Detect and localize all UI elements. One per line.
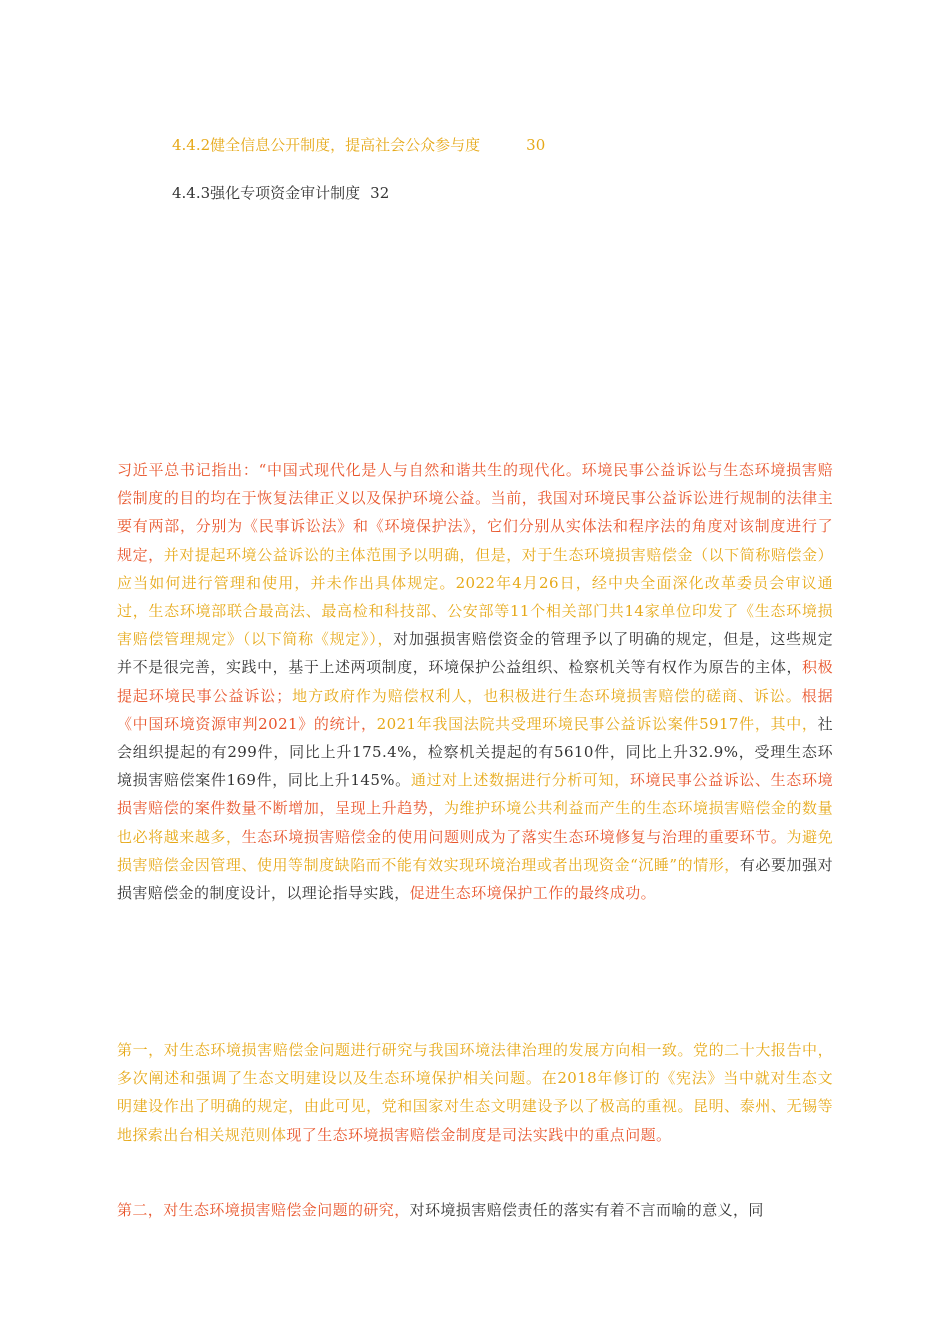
text-segment: 环境民事公益诉讼、生态环境损害赔偿的案件数量不断增加，呈现上升趋势， xyxy=(117,771,833,818)
toc-entry-page: 32 xyxy=(370,184,390,202)
text-segment: 地方政府作为赔偿权利人，也积极进行生态环境损害赔偿的磋商、诉讼。 xyxy=(291,686,802,705)
text-segment: 积极提起环境民事公益诉讼； xyxy=(117,658,833,705)
text-segment: 并对提起环境公益诉讼的主体范围予以明确，但是，对于生态环境损害赔偿金（以下简称赔偿金）应当如何进行管理和使用，并未作出具体规定。 xyxy=(117,545,833,592)
paragraph-first-point xyxy=(117,1036,833,1149)
text-segment: 第一，对生态环境损害赔偿金问题进行研究与我国环境法律治理的发展方向相一致。党的二十大报告中，多次阐述和强调了生态文明建设以及生态环境保护相关问题。在2018年修订的《宪法》当中就对生态文明建设作出了明确的规定，由此可见，党和国家对生态文明建设予以了极高的重视。昆明、泰州、无锡等地探索出台相关规范则体 xyxy=(117,1041,833,1144)
toc-entry-4-4-2 xyxy=(172,134,545,155)
toc-entry-title: 4.4.3强化专项资金审计制度 xyxy=(172,184,361,202)
text-segment: 促进生态环境保护工作的最终成功。 xyxy=(409,884,657,903)
text-segment: 习近平总书记指出：“中国式现代化是人与自然和谐共生的现代化。环境民事公益诉讼与生态环境损害赔偿制度的目的均在于恢复法律正义以及保护环境公益。当前，我国对环境民事公益诉讼进行规制的法律主要有两部，分别为《民事诉讼法》和《环境保护法》，它们分别从实体法和程序法的角度对该制度进行了规定， xyxy=(117,461,833,564)
paragraph-intro xyxy=(117,456,833,907)
text-segment: 2021年我国法院共受理环境民事公益诉讼案件5917件，其中， xyxy=(376,714,818,733)
text-segment: 根据《中国环境资源审判2021》的统计， xyxy=(117,686,833,733)
text-segment: 对加强损害赔偿资金的管理予以了明确的规定，但是，这些规定并不是很完善，实践中，基于上述两项制度，环境保护公益组织、检察机关等有权作为原告的主体， xyxy=(117,630,833,677)
text-segment: 社会组织提起的有299件，同比上升175.4%，检察机关提起的有5610件，同比上升32.9%，受理生态环境损害赔偿案件169件，同比上升145%。 xyxy=(117,714,833,790)
text-segment: 为维护环境公共利益而产生的生态环境损害赔偿金的数量也必将越来越多， xyxy=(117,799,833,846)
text-segment: 对环境损害赔偿责任的落实有着不言而喻的意义，同 xyxy=(409,1201,764,1219)
paragraph-second-point xyxy=(117,1196,833,1228)
toc-entry-title: 4.4.2健全信息公开制度，提高社会公众参与度 xyxy=(172,136,481,154)
text-segment: 现了生态环境损害赔偿金制度是司法实践中的重点问题。 xyxy=(286,1125,672,1144)
toc-entry-page: 30 xyxy=(526,136,546,154)
toc-entry-4-4-3 xyxy=(172,182,389,203)
text-segment: 通过对上述数据进行分析可知， xyxy=(410,771,630,790)
text-segment: 生态环境损害赔偿金的使用问题则成为了落实生态环境修复与治理的重要环节。 xyxy=(241,827,787,846)
text-segment: 有必要加强对损害赔偿金的制度设计，以理论指导实践， xyxy=(117,855,833,903)
text-segment: 为避免损害赔偿金因管理、使用等制度缺陷而不能有效实现环境治理或者出现资金“沉睡”的情形， xyxy=(117,827,834,874)
text-segment: 第二，对生态环境损害赔偿金问题的研究， xyxy=(117,1201,410,1219)
text-segment: 2022年4月26日，经中央全面深化改革委员会审议通过，生态环境部联合最高法、最高检和科技部、公安部等11个相关部门共14家单位印发了《生态环境损害赔偿管理规定》（以下简称《规定》）， xyxy=(117,573,833,649)
